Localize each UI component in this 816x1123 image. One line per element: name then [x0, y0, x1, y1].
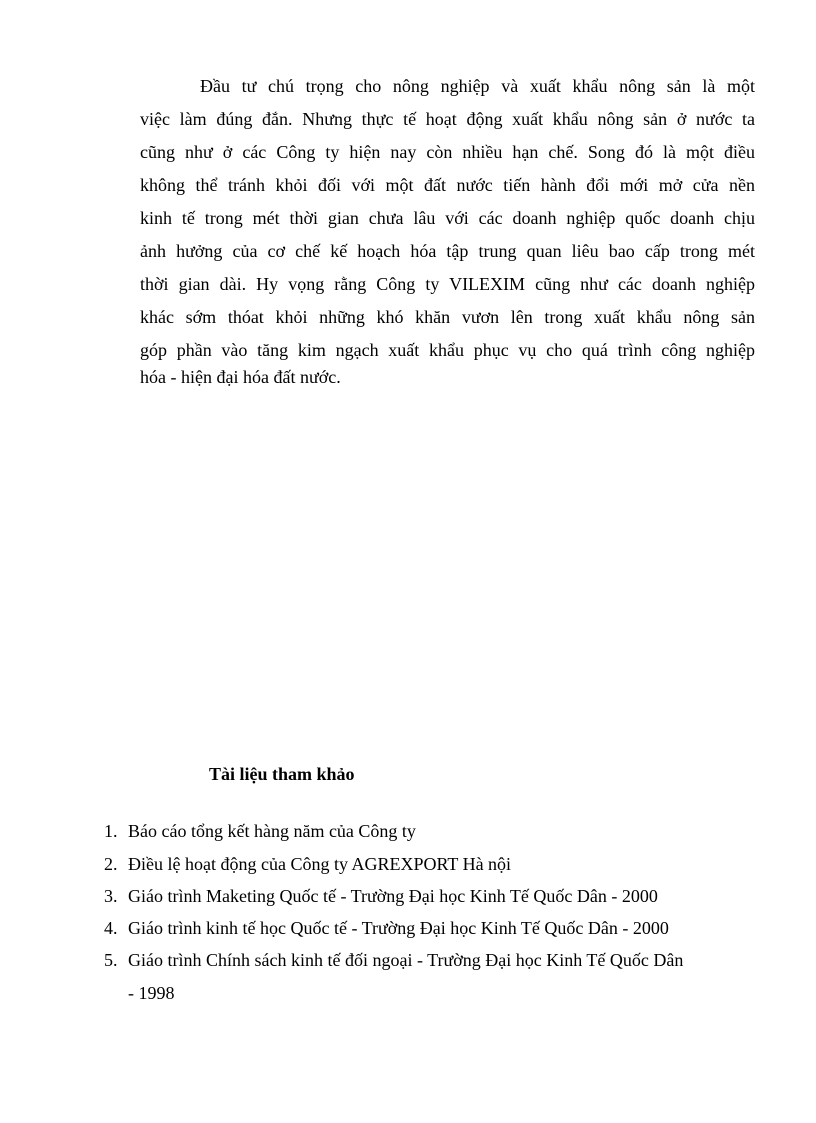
list-item-text: Báo cáo tổng kết hàng năm của Công ty: [128, 821, 416, 841]
paragraph-line: không thể tránh khỏi đối với một đất nước tiến hành đổi mới mở cửa nền: [140, 175, 755, 195]
list-item: [104, 880, 658, 912]
paragraph-line: góp phần vào tăng kim ngạch xuất khẩu phục vụ cho quá trình công nghiệp: [140, 340, 755, 360]
paragraph-line: ảnh hưởng của cơ chế kế hoạch hóa tập trung quan liêu bao cấp trong mét: [140, 241, 755, 261]
list-item-text: Điều lệ hoạt động của Công ty AGREXPORT Hà nội: [128, 854, 512, 874]
paragraph-line: kinh tế trong mét thời gian chưa lâu với các doanh nghiệp quốc doanh chịu: [140, 208, 755, 228]
list-item-number: 5.: [104, 950, 118, 970]
list-item: [104, 815, 416, 847]
paragraph-line: Đầu tư chú trọng cho nông nghiệp và xuất khẩu nông sản là một: [200, 76, 755, 96]
paragraph-line: khác sớm thóat khỏi những khó khăn vươn lên trong xuất khẩu nông sản: [140, 307, 755, 327]
list-item-number: 4.: [104, 918, 118, 938]
list-item: [104, 944, 683, 976]
list-item-text: Giáo trình Chính sách kinh tế đối ngoại - Trường Đại học Kinh Tế Quốc Dân: [128, 950, 684, 970]
list-item-text: Giáo trình Maketing Quốc tế - Trường Đại học Kinh Tế Quốc Dân - 2000: [128, 886, 658, 906]
list-item-number: 3.: [104, 886, 118, 906]
references-heading: Tài liệu tham khảo: [209, 764, 355, 784]
list-item-number: 1.: [104, 821, 118, 841]
paragraph-line: việc làm đúng đắn. Nhưng thực tế hoạt động xuất khẩu nông sản ở nước ta: [140, 109, 755, 129]
list-item-text: Giáo trình kinh tế học Quốc tế - Trường Đại học Kinh Tế Quốc Dân - 2000: [128, 918, 669, 938]
list-item-number: 2.: [104, 854, 118, 874]
paragraph-line: hóa - hiện đại hóa đất nước.: [140, 367, 341, 387]
list-item-continuation: - 1998: [128, 983, 175, 1003]
list-item: [104, 912, 669, 944]
list-item: [104, 848, 511, 880]
paragraph-line: thời gian dài. Hy vọng rằng Công ty VILEXIM cũng như các doanh nghiệp: [140, 274, 755, 294]
paragraph-line: cũng như ở các Công ty hiện nay còn nhiều hạn chế. Song đó là một điều: [140, 142, 755, 162]
